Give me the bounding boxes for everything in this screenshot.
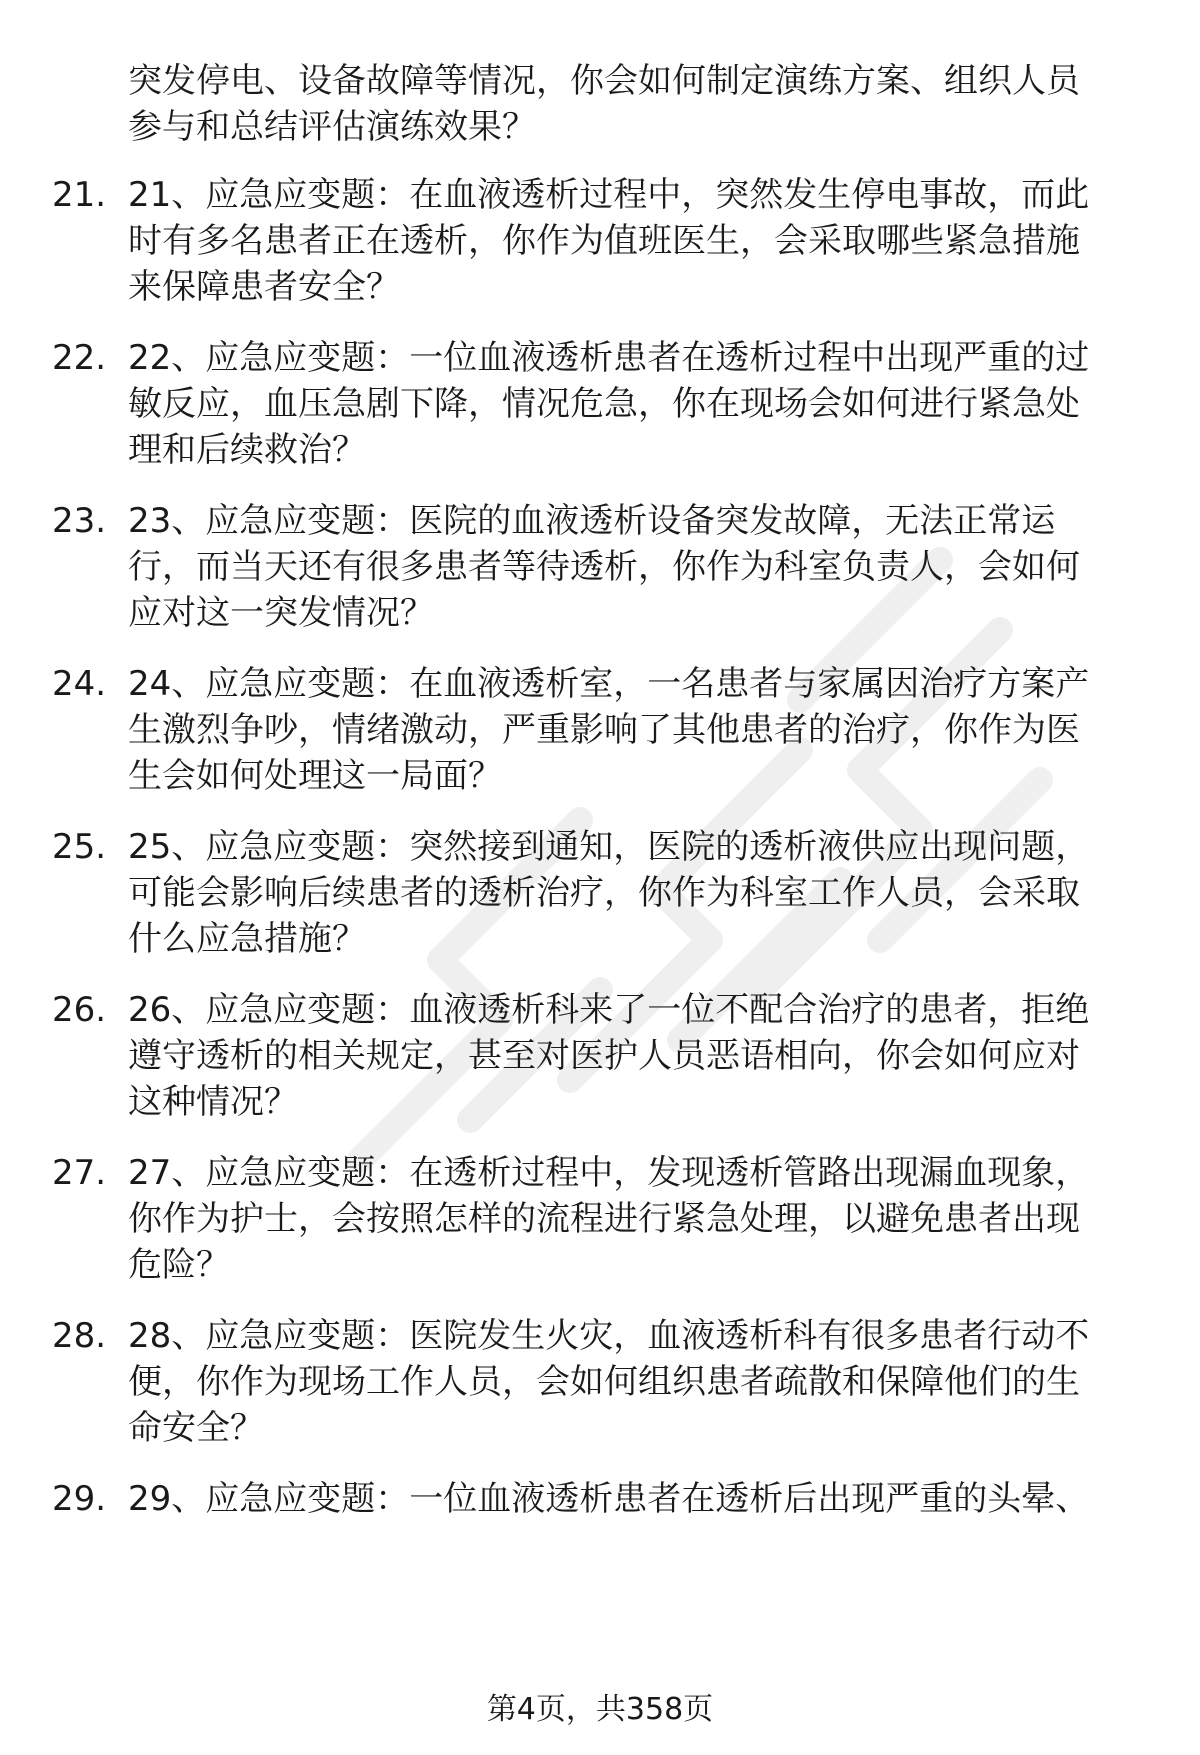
item-text-line: 29、应急应变题：一位血液透析患者在透析后出现严重的头晕、 <box>128 1479 1090 1519</box>
item-text-line: 便，你作为现场工作人员，会如何组织患者疏散和保障他们的生 <box>128 1362 1080 1402</box>
item-text-line: 时有多名患者正在透析，你作为值班医生，会采取哪些紧急措施 <box>128 221 1080 261</box>
item-number: 21. <box>52 175 107 215</box>
item-text-line: 敏反应，血压急剧下降，情况危急，你在现场会如何进行紧急处 <box>128 384 1080 424</box>
page-footer: 第4页，共358页 <box>486 1692 714 1727</box>
item-number: 23. <box>52 501 107 541</box>
item-text-line: 应对这一突发情况？ <box>128 593 434 633</box>
item-text-line: 行，而当天还有很多患者等待透析，你作为科室负责人，会如何 <box>128 547 1080 587</box>
item-text-line: 这种情况？ <box>128 1082 298 1122</box>
item-text-line: 23、应急应变题：医院的血液透析设备突发故障，无法正常运 <box>128 501 1056 541</box>
item-number: 26. <box>52 990 107 1030</box>
item-text-line: 遵守透析的相关规定，甚至对医护人员恶语相向，你会如何应对 <box>128 1036 1080 1076</box>
item-text-line: 21、应急应变题：在血液透析过程中，突然发生停电事故，而此 <box>128 175 1090 215</box>
item-number: 22. <box>52 338 107 378</box>
item-text-line: 26、应急应变题：血液透析科来了一位不配合治疗的患者，拒绝 <box>128 990 1090 1030</box>
item-text-line: 24、应急应变题：在血液透析室，一名患者与家属因治疗方案产 <box>128 664 1090 704</box>
item-text-line: 生会如何处理这一局面？ <box>128 756 502 796</box>
continuation-line: 参与和总结评估演练效果？ <box>128 107 536 147</box>
item-number: 25. <box>52 827 107 867</box>
item-text-line: 可能会影响后续患者的透析治疗，你作为科室工作人员，会采取 <box>128 873 1080 913</box>
item-text-line: 理和后续救治？ <box>128 430 366 470</box>
continuation-line: 突发停电、设备故障等情况，你会如何制定演练方案、组织人员 <box>128 61 1080 101</box>
item-number: 29. <box>52 1479 107 1519</box>
item-number: 28. <box>52 1316 107 1356</box>
item-number: 27. <box>52 1153 107 1193</box>
item-text-line: 你作为护士，会按照怎样的流程进行紧急处理，以避免患者出现 <box>128 1199 1080 1239</box>
item-text-line: 危险？ <box>128 1245 230 1285</box>
item-text-line: 命安全？ <box>128 1408 264 1448</box>
item-text-line: 25、应急应变题：突然接到通知，医院的透析液供应出现问题， <box>128 827 1090 867</box>
item-text-line: 27、应急应变题：在透析过程中，发现透析管路出现漏血现象， <box>128 1153 1090 1193</box>
item-text-line: 来保障患者安全？ <box>128 267 400 307</box>
item-number: 24. <box>52 664 107 704</box>
item-text-line: 22、应急应变题：一位血液透析患者在透析过程中出现严重的过 <box>128 338 1090 378</box>
item-text-line: 28、应急应变题：医院发生火灾，血液透析科有很多患者行动不 <box>128 1316 1090 1356</box>
item-text-line: 什么应急措施？ <box>128 919 366 959</box>
item-text-line: 生激烈争吵，情绪激动，严重影响了其他患者的治疗，你作为医 <box>128 710 1080 750</box>
